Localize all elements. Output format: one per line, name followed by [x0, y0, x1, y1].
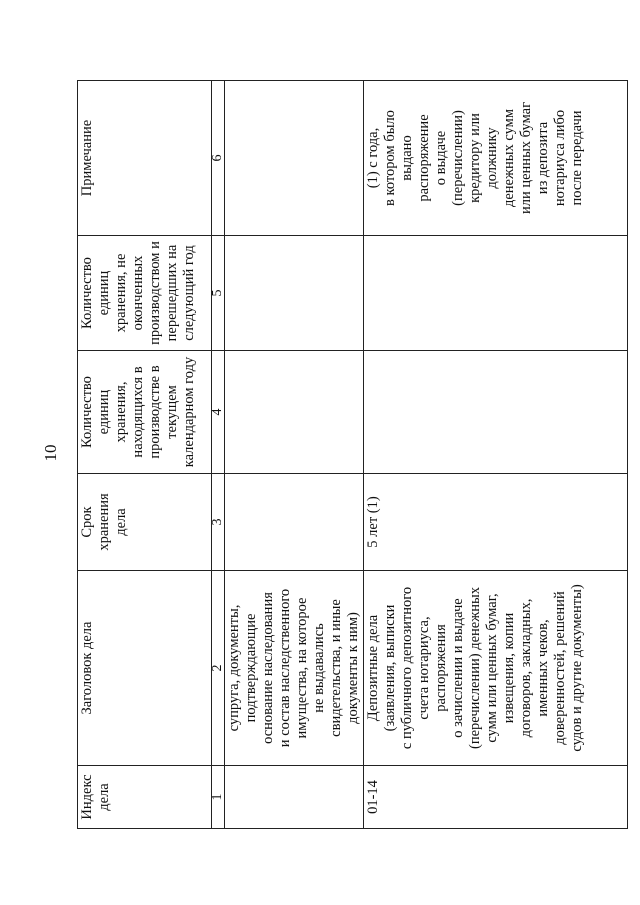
header-count-current: Количество единиц хранения, находящихся в производстве в текущем календарном году	[78, 351, 212, 474]
column-number-row	[212, 81, 225, 829]
rotated-page-content	[77, 81, 628, 829]
cell-count-current	[364, 351, 628, 474]
column-number: 5	[212, 236, 225, 351]
cell-title: супруга, документы, подтверждающие основание наследования и состав наследственного имущества, на которое не выдавались свидетельства, и иные документы к ним)	[225, 571, 364, 766]
header-title: Заголовок дела	[78, 571, 212, 766]
column-number: 3	[212, 474, 225, 571]
header-index: Индекс дела	[78, 766, 212, 829]
column-number: 1	[212, 766, 225, 829]
table-row	[364, 81, 628, 829]
cell-index	[225, 766, 364, 829]
cell-note	[225, 81, 364, 236]
cell-note: (1) с года, в котором было выдано распоряжение о выдаче (перечислении) кредитору или должнику денежных сумм или ценных бумаг из депозита нотариуса либо после передачи	[364, 81, 628, 236]
cell-count-current	[225, 351, 364, 474]
cell-term: 5 лет (1)	[364, 474, 628, 571]
nomenclature-table	[77, 80, 628, 829]
column-number: 2	[212, 571, 225, 766]
header-count-next: Количество единиц хранения, не оконченных производством и перешедших на следующий год	[78, 236, 212, 351]
cell-index: 01-14	[364, 766, 628, 829]
cell-term	[225, 474, 364, 571]
table-row	[225, 81, 364, 829]
page-number: 10	[41, 444, 60, 462]
column-number: 4	[212, 351, 225, 474]
table-header-row	[78, 81, 212, 829]
header-term: Срок хранения дела	[78, 474, 212, 571]
cell-count-next	[364, 236, 628, 351]
header-note: Примечание	[78, 81, 212, 236]
cell-title: Депозитные дела (заявления, выписки с публичного депозитного счета нотариуса, распоряжения о зачислении и выдаче (перечислении) денежных сумм или ценных бумаг, извещения, копии договоров, закладных, именных чеков, доверенностей, решений судов и другие документы)	[364, 571, 628, 766]
cell-count-next	[225, 236, 364, 351]
column-number: 6	[212, 81, 225, 236]
